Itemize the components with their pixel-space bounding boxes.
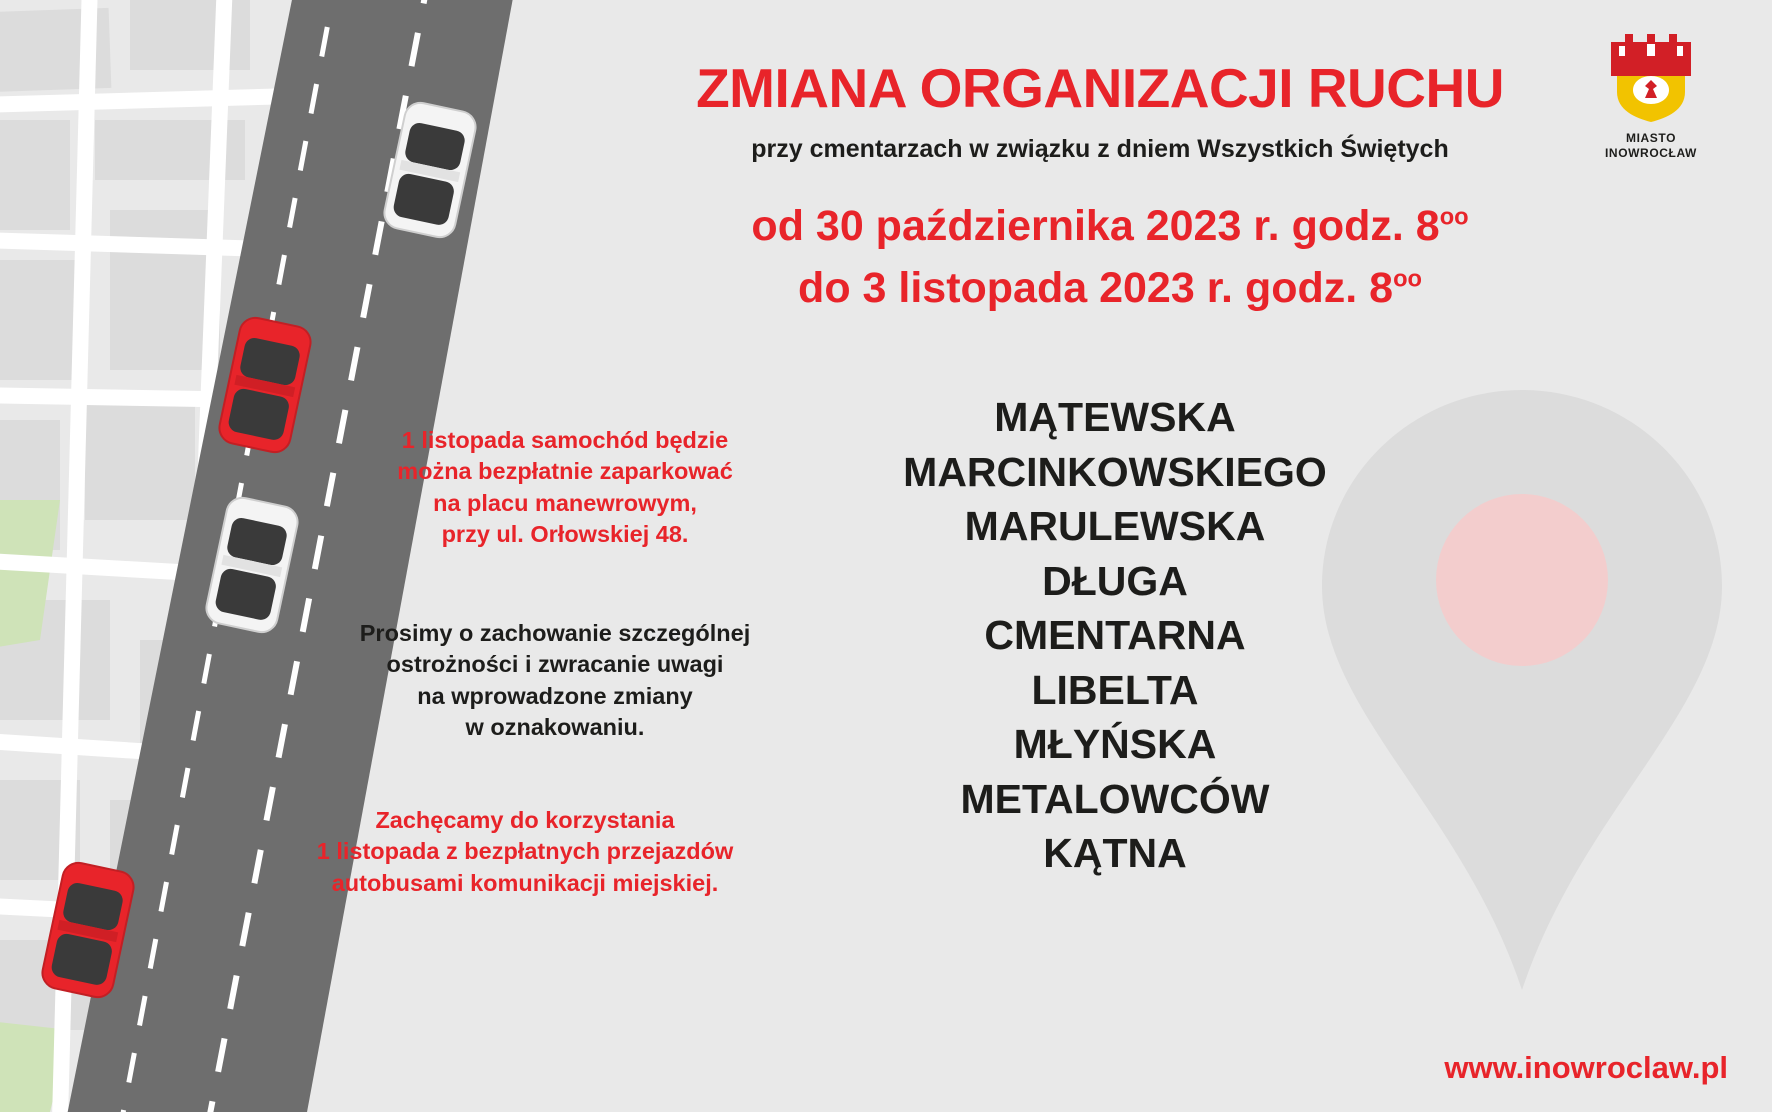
note-caution-line1: Prosimy o zachowanie szczególnej [359,620,751,646]
date-from-text: od 30 października 2023 r. godz. 8 [751,202,1440,250]
coat-of-arms-icon [1597,14,1705,122]
list-item: LIBELTA [1031,666,1199,713]
list-item: CMENTARNA [984,612,1246,659]
list-item: MĄTEWSKA [994,394,1236,440]
street-list [880,390,1350,881]
date-from-sup: oo [1439,204,1469,231]
list-item: MARULEWSKA [964,503,1266,550]
map-pin-icon [1312,380,1732,1000]
note-parking [330,425,800,550]
list-item: METALOWCÓW [960,775,1270,822]
page-subtitle: przy cmentarzach w związku z dniem Wszystkich Świętych [751,135,1449,163]
note-caution [320,618,790,743]
page-title: ZMIANA ORGANIZACJI RUCHU [696,57,1504,119]
crest-caption-line1: MIASTO [1625,131,1677,145]
website-link[interactable]: www.inowroclaw.pl [1444,1050,1728,1085]
note-caution-line2: ostrożności i zwracanie uwagi [386,651,724,678]
note-parking-line1: 1 listopada samochód będzie [401,427,729,453]
note-parking-line3: na placu manewrowym, [433,489,697,516]
list-item: KĄTNA [1043,830,1187,877]
note-caution-line4: w oznakowaniu. [465,713,645,740]
city-crest [1576,14,1726,161]
date-range [600,195,1620,320]
date-to [600,257,1620,319]
note-parking-line4: przy ul. Orłowskiej 48. [441,520,689,547]
note-caution-line3: na wprowadzone zmiany [417,682,693,709]
note-parking-line2: można bezpłatnie zaparkować [397,458,733,485]
date-from [600,195,1620,257]
date-to-sup: oo [1393,267,1422,294]
list-item: MŁYŃSKA [1013,721,1217,768]
map-illustration [0,0,640,1112]
note-buses-line3: autobusami komunikacji miejskiej. [331,869,719,896]
note-buses-line1: Zachęcamy do korzystania [375,807,675,833]
note-buses [290,805,760,899]
list-item: DŁUGA [1042,557,1188,604]
crest-caption [1576,131,1726,161]
map-graphic [0,0,640,1112]
crest-caption-line2: INOWROCŁAW [1605,146,1697,160]
note-buses-line2: 1 listopada z bezpłatnych przejazdów [316,838,734,865]
date-to-text: do 3 listopada 2023 r. godz. 8 [798,264,1394,313]
list-item: MARCINKOWSKIEGO [903,448,1327,495]
